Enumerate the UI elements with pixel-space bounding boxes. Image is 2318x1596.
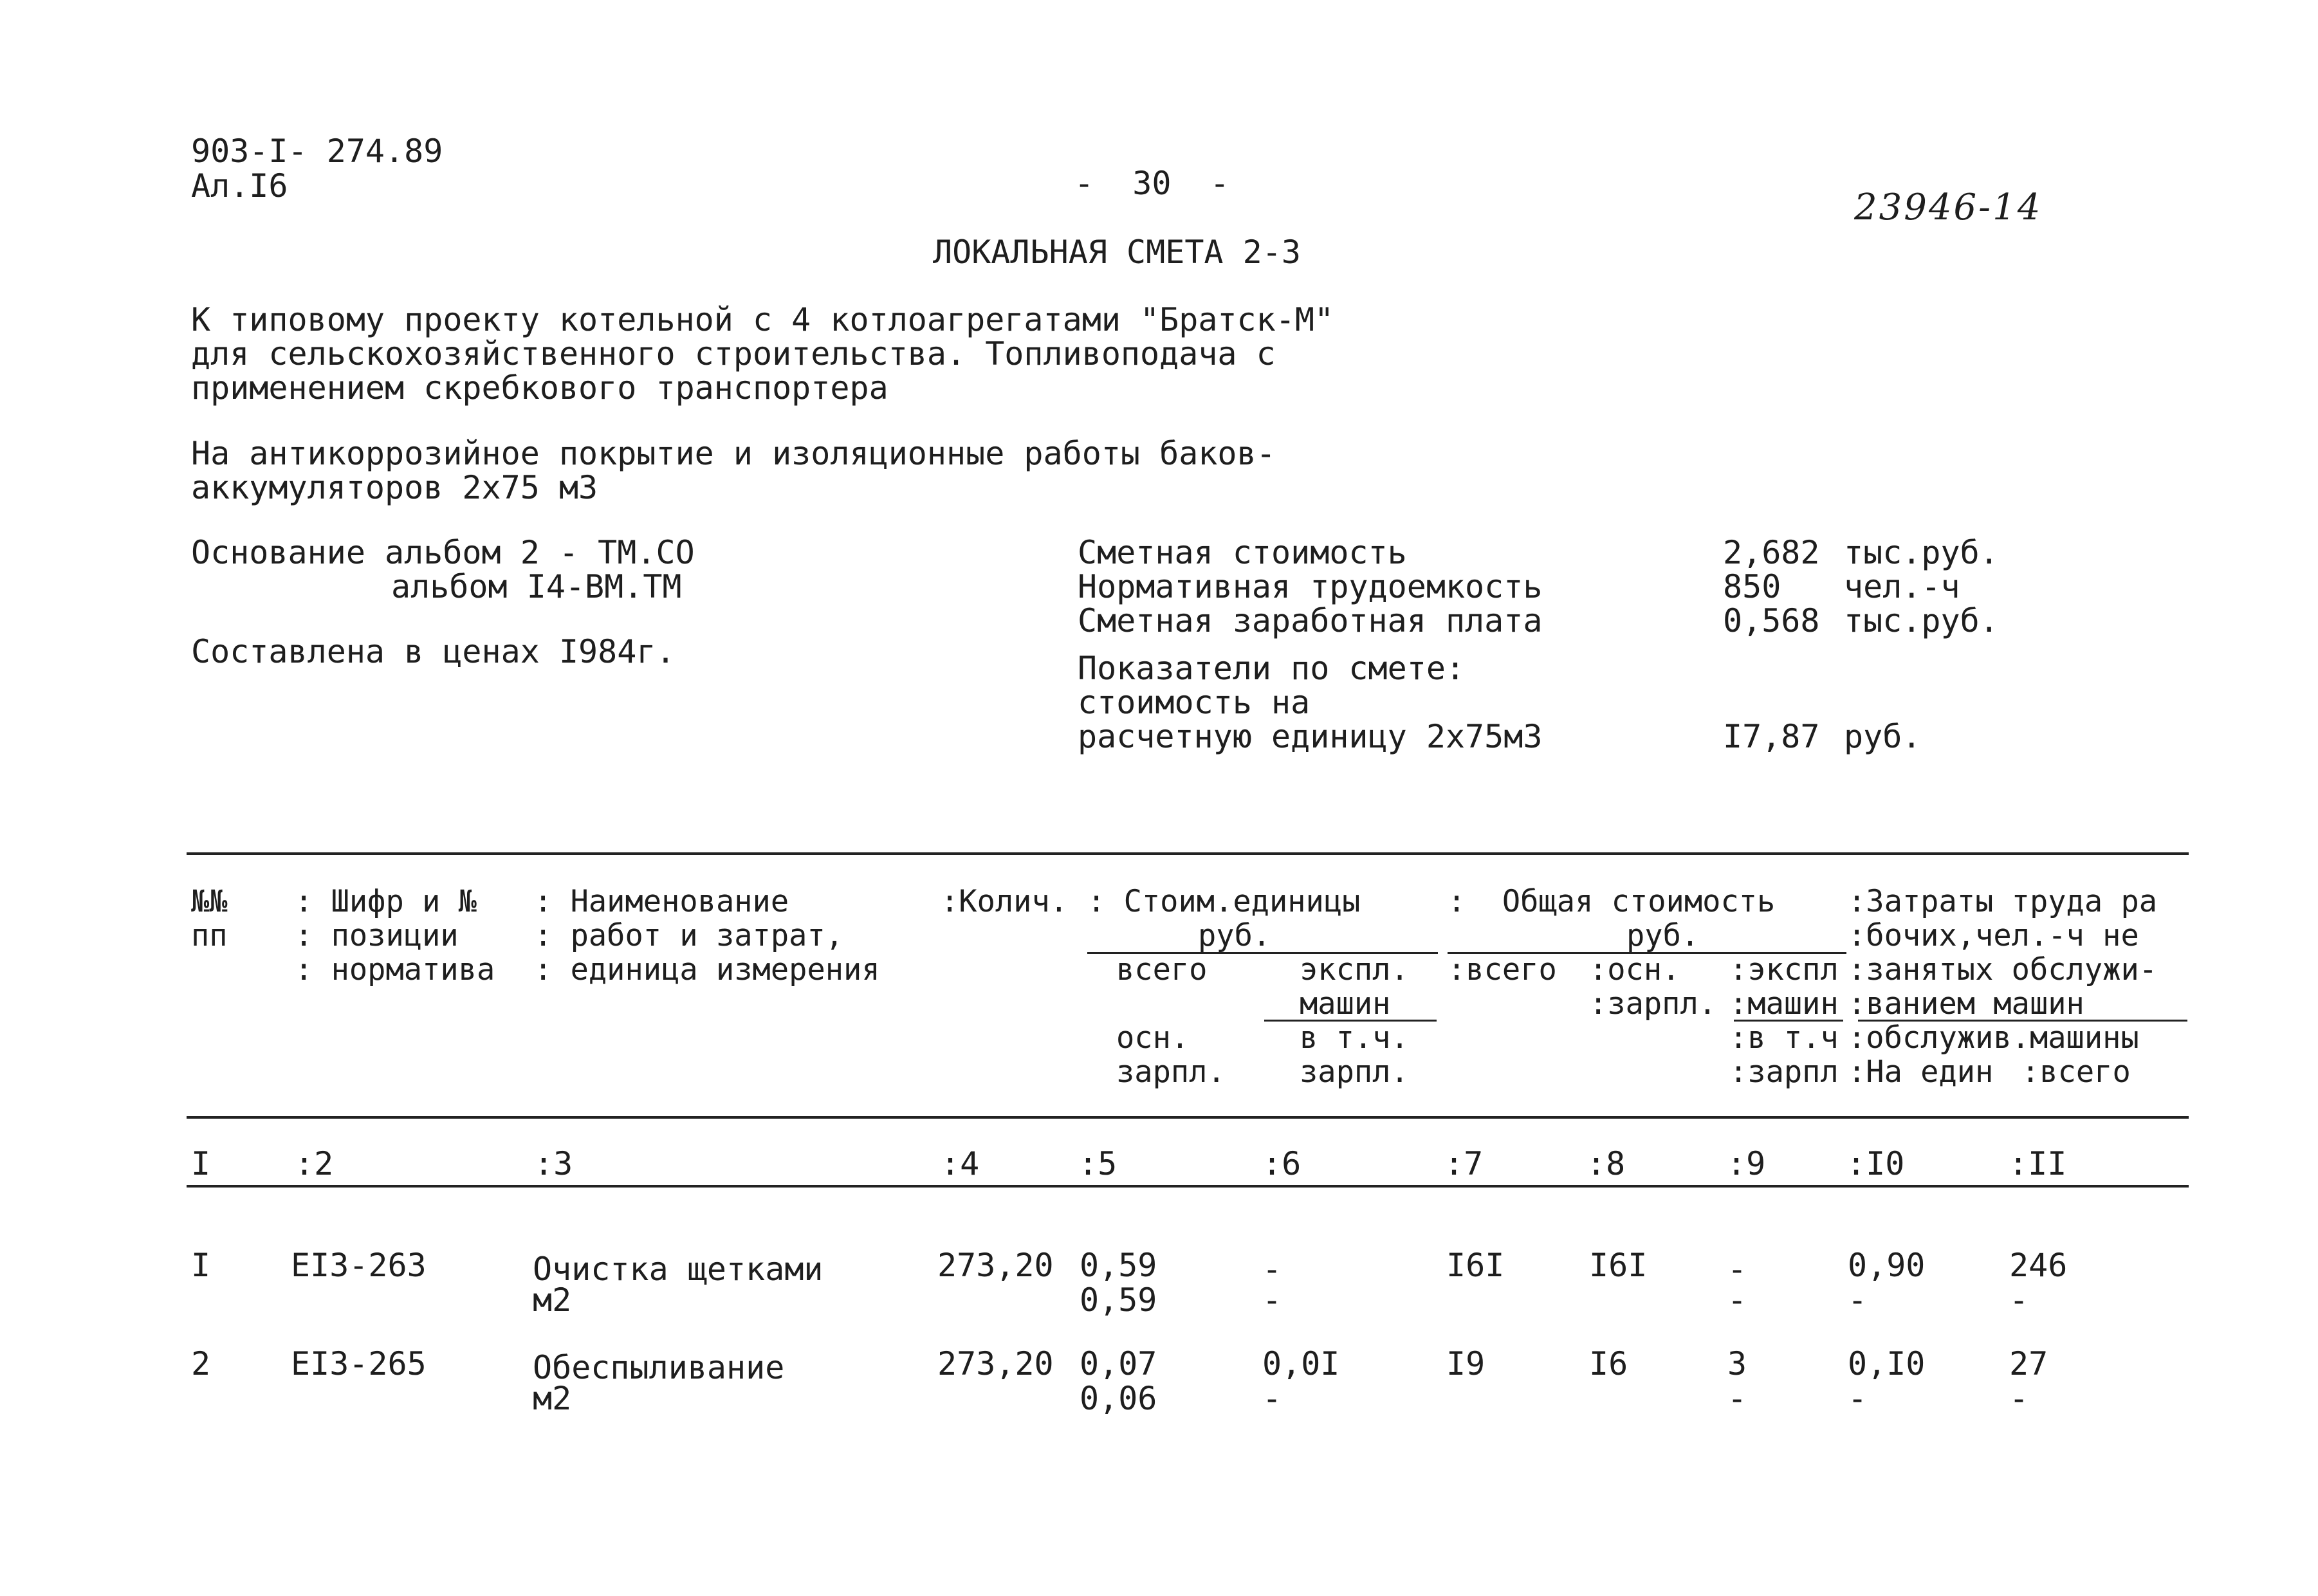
indicators-line-2: стоимость на [1078,684,1311,721]
row-labor-total-2: - [2009,1380,2029,1417]
header-unit-wage-1: осн. [1116,1020,1190,1056]
col-num-3: :3 [534,1145,573,1182]
header-total-cost: : Общая стоимость [1448,884,1776,919]
row-labor-unit: 0,90 [1848,1247,1926,1284]
row-unit: м2 [533,1380,572,1417]
subject-line-1: На антикоррозийное покрытие и изоляционные работы баков- [191,435,1276,472]
row-unit: м2 [533,1281,572,1319]
row-qty: 273,20 [937,1345,1054,1382]
row-unit-machine: - [1262,1251,1282,1288]
row-labor-total-2: - [2009,1281,2029,1319]
header-unit-total: всего [1116,952,1208,987]
row-total: I9 [1446,1345,1486,1382]
header-total-machine-wage-2: :зарпл [1729,1054,1839,1090]
col-num-11: :II [2009,1145,2067,1182]
header-labor-total: :всего [2021,1054,2131,1090]
col-num-8: :8 [1587,1145,1626,1182]
summary-unit-cost: тыс.руб. [1844,534,1999,571]
row-labor-total: 27 [2009,1345,2048,1382]
col-num-6: :6 [1262,1145,1302,1182]
handwritten-stamp-number: 23946-14 [1854,187,2043,228]
summary-unit-wage: тыс.руб. [1844,602,1999,639]
col-num-2: :2 [295,1145,334,1182]
header-code-1: : Шифр и № [295,884,477,919]
header-unit-cost: : Стоим.единицы [1087,884,1361,919]
header-unit-machine-wage-1: в т.ч. [1300,1020,1409,1056]
row-unit-wage: 0,59 [1080,1281,1157,1319]
basis-line-2: альбом I4-ВМ.ТМ [391,568,682,605]
header-code-3: : норматива [295,952,495,987]
summary-label-wage: Сметная заработная плата [1078,602,1543,639]
col-num-5: :5 [1078,1145,1118,1182]
header-total-wage-1: :осн. [1589,952,1680,987]
sheet-number: Ал.I6 [191,167,288,205]
row-unit-machine-wage: - [1262,1380,1282,1417]
header-code-2: : позиции [295,918,459,953]
header-total-wage-2: :зарпл. [1589,986,1717,1022]
indicators-line-3: расчетную единицу 2х75м3 [1078,718,1543,755]
row-labor-total: 246 [2009,1247,2068,1284]
project-line-3: применением скребкового транспортера [191,369,888,407]
col-num-4: :4 [941,1145,980,1182]
summary-label-labor: Нормативная трудоемкость [1078,568,1543,605]
header-unit-machine-1: экспл. [1300,952,1409,987]
row-code: EI3-265 [291,1345,427,1382]
header-name-1: : Наименование [534,884,789,919]
row-qty: 273,20 [937,1247,1054,1284]
header-labor-5: :обслужив.машины [1848,1020,2139,1056]
indicators-unit: руб. [1844,718,1922,755]
summary-value-labor: 850 [1723,568,1781,605]
row-total-machine-wage: - [1727,1281,1747,1319]
header-total-machine-1: :экспл [1729,952,1839,987]
header-labor-3: :занятых обслужи- [1848,952,2158,987]
basis-line-1: Основание альбом 2 - ТМ.СО [191,534,695,571]
table-header-bottom-rule [187,1116,2189,1119]
summary-value-cost: 2,682 [1723,534,1820,571]
subject-line-2: аккумуляторов 2х75 м3 [191,469,598,506]
project-line-1: К типовому проекту котельной с 4 котлоагрегатами "Братск-М" [191,301,1334,338]
row-total-machine: - [1727,1251,1747,1288]
header-unit-cost-rub: руб. [1198,918,1271,953]
col-num-9: :9 [1727,1145,1766,1182]
row-labor-unit-2: - [1848,1380,1868,1417]
document-code: 903-I- 274.89 [191,133,443,170]
row-unit-wage: 0,06 [1080,1380,1157,1417]
indicators-value: I7,87 [1723,718,1820,755]
row-code: EI3-263 [291,1247,427,1284]
row-number: 2 [191,1345,211,1382]
header-labor-1: :Затраты труда ра [1848,884,2158,919]
row-number: I [191,1247,211,1284]
row-name: Очистка щетками [533,1251,823,1288]
header-total-machine-wage-1: :в т.ч [1729,1020,1839,1056]
row-unit-total: 0,59 [1080,1247,1157,1284]
column-numbers-rule [187,1185,2189,1188]
price-base: Составлена в ценах I984г. [191,633,676,670]
header-labor-unit: :На един [1848,1054,1994,1090]
summary-label-cost: Сметная стоимость [1078,534,1407,571]
header-labor-2: :бочих,чел.-ч не [1848,918,2139,953]
col-num-1: I [191,1145,211,1182]
document-title: ЛОКАЛЬНАЯ СМЕТА 2-3 [933,234,1301,271]
header-unit-machine-2: машин [1300,986,1391,1022]
col-num-7: :7 [1444,1145,1484,1182]
project-line-2: для сельскохозяйственного строительства. Топливоподача с [191,335,1276,372]
header-unit-wage-2: зарпл. [1116,1054,1226,1090]
header-name-3: : единица измерения [534,952,880,987]
indicators-line-1: Показатели по смете: [1078,650,1466,687]
row-total-machine: 3 [1727,1345,1747,1382]
header-total-cost-rub: руб. [1626,918,1700,953]
row-labor-unit: 0,I0 [1848,1345,1926,1382]
header-total-machine-2: :машин [1729,986,1839,1022]
header-total: :всего [1448,952,1557,987]
row-total: I6I [1446,1247,1505,1284]
table-top-rule [187,852,2189,855]
col-num-10: :I0 [1846,1145,1905,1182]
header-name-2: : работ и затрат, [534,918,844,953]
page-number: - 30 - [1074,165,1229,202]
summary-value-wage: 0,568 [1723,602,1820,639]
header-unit-machine-wage-2: зарпл. [1300,1054,1409,1090]
row-total-machine-wage: - [1727,1380,1747,1417]
row-name: Обеспыливание [533,1349,785,1386]
row-unit-machine: 0,0I [1262,1345,1340,1382]
row-total-wage: I6 [1589,1345,1628,1382]
header-qty: :Колич. [941,884,1069,919]
row-total-wage: I6I [1589,1247,1648,1284]
row-unit-machine-wage: - [1262,1281,1282,1319]
header-labor-4: :ванием машин [1848,986,2084,1022]
row-unit-total: 0,07 [1080,1345,1157,1382]
header-num-2: пп [191,918,228,953]
row-labor-unit-2: - [1848,1281,1868,1319]
summary-unit-labor: чел.-ч [1844,568,1960,605]
header-num-1: №№ [191,884,228,919]
